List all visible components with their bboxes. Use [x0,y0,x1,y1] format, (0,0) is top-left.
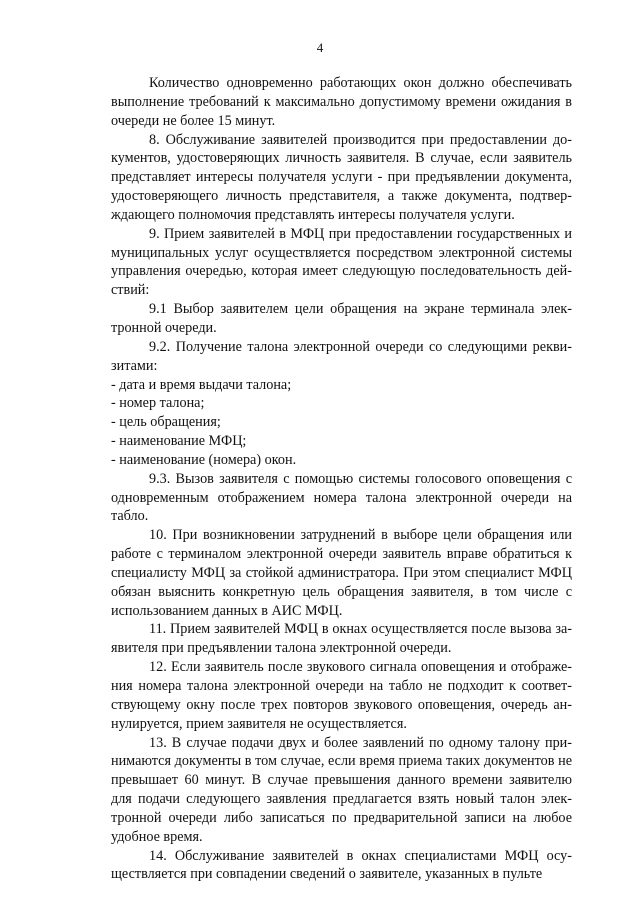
paragraph-10: 10. При возникновении затруднений в выборе цели обращения или работе с терминалом электронной очереди заявитель вправе обратиться к специалисту МФЦ за стойкой администратора. При этом специалист МФЦ обязан выяснить конкретную цель обращения заявителя, в том числе с использованием данных в АИС МФЦ. [111,527,572,619]
page-number: 4 [316,40,324,55]
paragraph-11: 11. Прием заявителей МФЦ в окнах осуществляется после вызова заявителя при предъявлении талона электронной очереди. [111,621,572,657]
paragraph-9-1: 9.1 Выбор заявителем цели обращения на экране терминала электронной очереди. [111,301,572,336]
paragraph-9-2: 9.2. Получение талона электронной очереди со следующими реквизитами: [111,338,572,374]
list-item: - номер талона; [111,395,205,412]
paragraph-8: 8. Обслуживание заявителей производится при предоставлении документов, удостоверяющих личность заявителя. В случае, если заявитель представляет интересы получателя услуги - при предъявлении документа, удостоверяющего личность представителя, а также документа, подтверждающего полномочия представлять интересы получателя услуги. [111,131,572,223]
list-item: - цель обращения; [111,414,221,431]
paragraph-9-3: 9.3. Вызов заявителя с помощью системы голосового оповещения с одновременным отображением номера талона электронной очереди на табло. [111,470,572,525]
document-body [111,74,572,884]
paragraph-12: 12. Если заявитель после звукового сигнала оповещения и отображения номера талона электронной очереди на табло не подходит к соответствующему окну после трех повторов звукового оповещения, очередь аннулируется, прием заявителя не осуществляется. [111,659,572,732]
paragraph-14: 14. Обслуживание заявителей в окнах специалистами МФЦ осуществляется при совпадении сведений о заявителе, указанных в пульте [111,847,572,883]
paragraph-windows-count: Количество одновременно работающих окон должно обеспечивать выполнение требований к максимально допустимому времени ожидания в очереди не более 15 минут. [111,75,572,129]
paragraph-13: 13. В случае подачи двух и более заявлений по одному талону принимаются документы в том случае, если время приема таких документов не превышает 60 минут. В случае превышения данного времени заявителю для подачи следующего заявления предлагается взять новый талон электронной очереди либо записаться по предварительной записи на любое удобное время. [111,734,572,845]
list-item: - наименование (номера) окон. [111,451,297,468]
paragraph-9: 9. Прием заявителей в МФЦ при предоставлении государственных и муниципальных услуг осуществляется посредством электронной системы управления очередью, которая имеет следующую последовательность действий: [111,225,572,299]
list-item: - наименование МФЦ; [111,433,247,450]
list-item: - дата и время выдачи талона; [111,376,292,393]
